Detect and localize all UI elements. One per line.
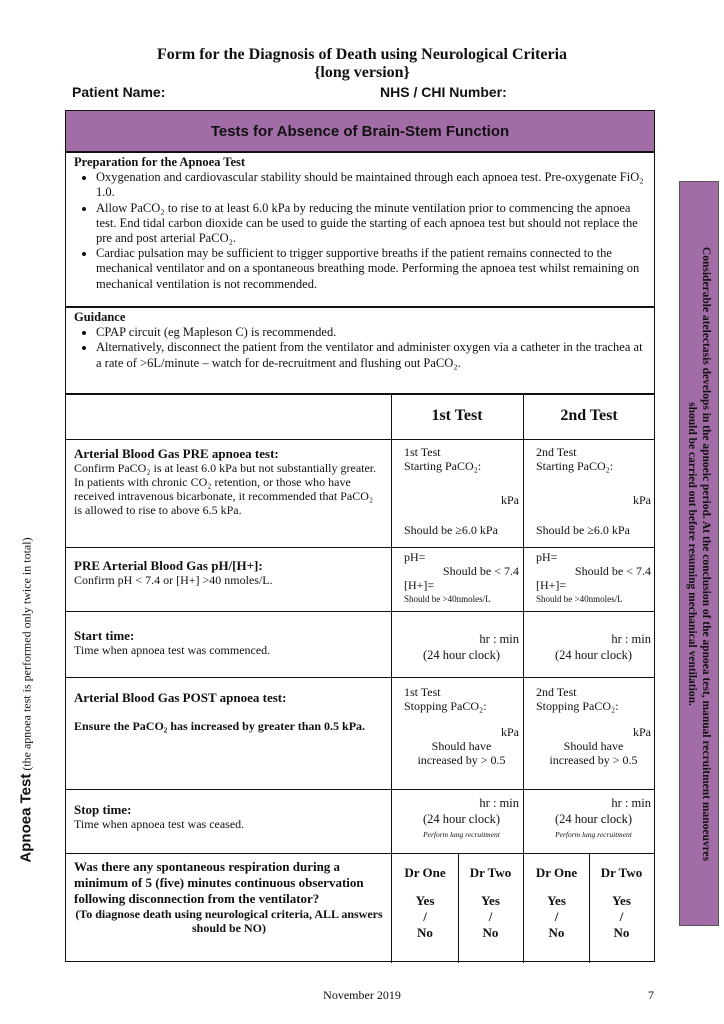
- post-test1-title: 1st Test: [404, 685, 441, 699]
- test2-dr-two-answer[interactable]: [589, 865, 654, 941]
- post-test1-should2: increased by > 0.5: [417, 753, 506, 767]
- preparation-section: [65, 152, 655, 307]
- yes-option[interactable]: Yes: [415, 893, 435, 908]
- pre-abg-title: Arterial Blood Gas PRE apnoea test:: [74, 446, 279, 461]
- post-abg-title: Arterial Blood Gas POST apnoea test:: [74, 690, 287, 705]
- ph-test2-ph-should: Should be < 7.4: [574, 564, 651, 578]
- stop-time-test1[interactable]: [404, 795, 519, 843]
- stop-time-test2-clock: (24 hour clock): [554, 812, 633, 826]
- start-time-text: Time when apnoea test was commenced.: [74, 643, 271, 657]
- ph-label: [74, 559, 384, 587]
- stop-time-test1-note: Perform lung recruitment: [423, 830, 500, 839]
- pre-test2-value[interactable]: [536, 445, 651, 537]
- ph-test1-value[interactable]: [404, 550, 519, 606]
- slash: /: [423, 909, 427, 924]
- section-band-title: Tests for Absence of Brain-Stem Function: [210, 122, 510, 140]
- ph-test2-h-label: [H+]=: [536, 578, 567, 592]
- start-time-title: Start time:: [74, 628, 135, 643]
- no-option[interactable]: No: [482, 925, 499, 940]
- post-test1-unit: kPa: [501, 725, 519, 739]
- no-option[interactable]: No: [613, 925, 630, 940]
- stop-time-test2[interactable]: [536, 795, 651, 843]
- no-option[interactable]: No: [548, 925, 565, 940]
- start-time-test1-clock: (24 hour clock): [422, 648, 501, 662]
- stop-time-test1-hrmin: hr : min: [479, 796, 519, 810]
- post-test2-value[interactable]: [536, 685, 651, 767]
- dr-one-label: Dr One: [404, 865, 446, 880]
- post-test2-unit: kPa: [633, 725, 651, 739]
- ph-title: PRE Arterial Blood Gas pH/[H+]:: [74, 558, 263, 573]
- pre-test2-title: 2nd Test: [536, 445, 577, 459]
- yes-option[interactable]: Yes: [612, 893, 631, 908]
- apnoea-test-table: [65, 394, 655, 962]
- page-number: 7: [648, 988, 654, 1002]
- patient-name-label: Patient Name:: [72, 84, 166, 100]
- stop-time-test2-hrmin: hr : min: [611, 796, 651, 810]
- start-time-label: [74, 629, 384, 657]
- pre-test1-title: 1st Test: [404, 445, 441, 459]
- dr-two-label: Dr Two: [469, 865, 512, 880]
- start-time-test2[interactable]: [536, 631, 651, 663]
- stop-time-text: Time when apnoea test was ceased.: [74, 817, 245, 831]
- post-test2-label: Stopping PaCO₂:: [536, 699, 619, 713]
- guidance-section: [65, 307, 655, 394]
- post-test1-value[interactable]: [404, 685, 519, 767]
- pre-test1-should: Should be ≥6.0 kPa: [404, 523, 498, 537]
- yes-option[interactable]: Yes: [547, 893, 566, 908]
- start-time-test2-hrmin: hr : min: [611, 632, 651, 646]
- start-time-test1-hrmin: hr : min: [479, 632, 519, 646]
- apnoea-test-side-note: (the apnoea test is performed only twice in total): [19, 537, 34, 771]
- ph-test2-h-should: Should be >40nmoles/L: [536, 594, 623, 604]
- guidance-heading: Guidance: [74, 310, 126, 324]
- slash: /: [488, 909, 493, 924]
- ph-test1-h-label: [H+]=: [404, 578, 435, 592]
- second-test-header: 2nd Test: [560, 407, 618, 424]
- test1-dr-one-answer[interactable]: [392, 865, 458, 941]
- start-time-test2-clock: (24 hour clock): [554, 648, 633, 662]
- preparation-bullet: • Cardiac pulsation may be sufficient to trigger supportive breaths if the patient remains connected to the mechanical ventilator and on a spontaneous breathing mode. Performing the apnoea test whilst remaining on mechanical ventilation is not recommended.: [96, 246, 646, 292]
- pre-test2-unit: kPa: [633, 493, 651, 507]
- footer-date: November 2019: [323, 988, 401, 1002]
- post-test1-label: Stopping PaCO₂:: [404, 699, 487, 713]
- ph-test2-value[interactable]: [536, 550, 651, 606]
- ph-test1-h-should: Should be >40nmoles/L: [404, 594, 491, 604]
- pre-abg-text2: In patients with chronic CO₂ retention, or those who have received intravenous bicarbonate, it recommended that PaCO₂ is allowed to rise to above 6.5 kPa.: [74, 475, 374, 517]
- preparation-heading: Preparation for the Apnoea Test: [74, 155, 246, 169]
- nhs-number-label: NHS / CHI Number:: [380, 84, 507, 100]
- guidance-bullet: • Alternatively, disconnect the patient from the ventilator and administer oxygen via a catheter in the trachea at a rate of >6L/minute – watch for de-recruitment and flushing out PaCO₂.: [96, 340, 646, 370]
- ph-test1-ph-label: pH=: [404, 550, 426, 564]
- pre-test1-label: Starting PaCO₂:: [404, 459, 482, 473]
- test2-dr-one-answer[interactable]: [524, 865, 589, 941]
- stop-time-title: Stop time:: [74, 802, 132, 817]
- pre-abg-label: [74, 447, 384, 517]
- post-abg-label: [74, 691, 384, 733]
- form-title: Form for the Diagnosis of Death using Neurological Criteria: [156, 46, 568, 63]
- no-option[interactable]: No: [417, 925, 433, 940]
- stop-time-test2-note: Perform lung recruitment: [555, 830, 632, 839]
- atelectasis-note-bar: [679, 181, 719, 926]
- guidance-bullet: • CPAP circuit (eg Mapleson C) is recommended.: [96, 325, 646, 340]
- first-test-header: 1st Test: [431, 407, 483, 424]
- dr-one-label: Dr One: [535, 865, 578, 880]
- apnoea-test-side-title: Apnoea Test: [17, 773, 35, 863]
- dr-two-label: Dr Two: [600, 865, 643, 880]
- respiration-question: Was there any spontaneous respiration during a minimum of 5 (five) minutes continuous observation following disconnection from the ventilator?: [74, 859, 364, 906]
- post-test2-should2: increased by > 0.5: [549, 753, 638, 767]
- pre-test2-should: Should be ≥6.0 kPa: [536, 523, 630, 537]
- stop-time-test1-clock: (24 hour clock): [422, 812, 501, 826]
- pre-abg-text: Confirm PaCO₂ is at least 6.0 kPa but not substantially greater.: [74, 461, 377, 475]
- post-test1-should1: Should have: [431, 739, 492, 753]
- pre-test1-value[interactable]: [404, 445, 519, 537]
- yes-option[interactable]: Yes: [481, 893, 500, 908]
- post-test2-title: 2nd Test: [536, 685, 577, 699]
- atelectasis-note-line2: should be carried out before resuming mechanical ventilation.: [686, 401, 698, 706]
- preparation-bullet: • Oxygenation and cardiovascular stability should be maintained through each apnoea test. Pre-oxygenate FiO₂ 1.0.: [96, 170, 646, 200]
- preparation-bullet: • Allow PaCO₂ to rise to at least 6.0 kPa by reducing the minute ventilation prior to commencing the apnoea test. End tidal carbon dioxide can be used to guide the starting of each apnoea test but should not replace the pre and post arterial PaCO₂.: [96, 201, 646, 247]
- start-time-test1[interactable]: [404, 631, 519, 663]
- respiration-note: (To diagnose death using neurological criteria, ALL answers should be NO): [75, 907, 383, 935]
- stop-time-label: [74, 803, 384, 831]
- section-band: [65, 110, 655, 152]
- slash: /: [619, 909, 624, 924]
- form-subtitle: {long version}: [314, 64, 410, 81]
- test1-dr-two-answer[interactable]: [458, 865, 523, 941]
- atelectasis-note-line1: Considerable atelectasis develops in the apnoeic period. At the conclusion of the apnoea test, manual recruitment manoeuvres: [700, 246, 712, 861]
- post-test2-should1: Should have: [563, 739, 624, 753]
- post-abg-text: Ensure the PaCO₂ has increased by greater than 0.5 kPa.: [74, 719, 366, 733]
- ph-text: Confirm pH < 7.4 or [H+] >40 nmoles/L.: [74, 573, 273, 587]
- ph-test1-ph-should: Should be < 7.4: [442, 564, 519, 578]
- ph-test2-ph-label: pH=: [536, 550, 558, 564]
- pre-test1-unit: kPa: [501, 493, 519, 507]
- respiration-question-cell: [74, 859, 384, 935]
- pre-test2-label: Starting PaCO₂:: [536, 459, 614, 473]
- slash: /: [554, 909, 559, 924]
